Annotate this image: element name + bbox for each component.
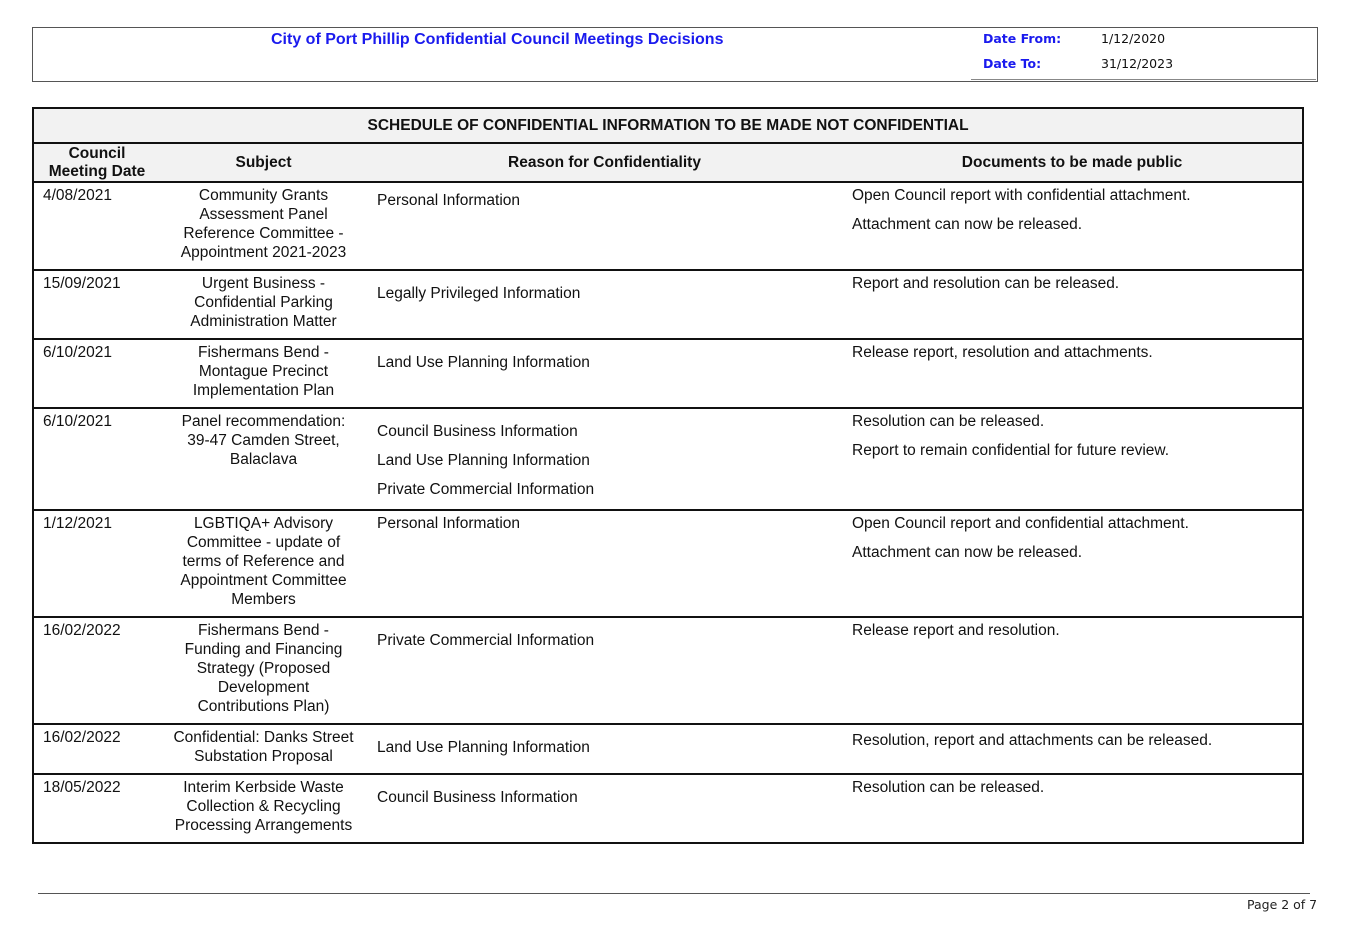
- reason-item: Land Use Planning Information: [377, 739, 590, 756]
- subject-line: 39-47 Camden Street,: [187, 432, 340, 449]
- column-header-date-line1: Council: [68, 144, 126, 162]
- subject-line: Montague Precinct: [198, 363, 329, 380]
- header-divider: [971, 79, 1316, 80]
- column-header-row: [33, 143, 1303, 182]
- date-to-value: 31/12/2023: [1101, 56, 1174, 71]
- subject-cell: [160, 270, 367, 339]
- subject-line: Substation Proposal: [194, 748, 333, 765]
- subject-line: Reference Committee -: [183, 225, 344, 242]
- meeting-date-cell: 15/09/2021: [33, 270, 160, 339]
- date-from-value: 1/12/2020: [1101, 31, 1166, 46]
- table-row: [33, 270, 1303, 339]
- reason-cell: [367, 724, 842, 774]
- reason-cell: [367, 510, 842, 617]
- document-item: Report to remain confidential for future review.: [852, 442, 1170, 459]
- column-header-documents: Documents to be made public: [842, 143, 1303, 182]
- table-row: [33, 510, 1303, 617]
- subject-line: Implementation Plan: [192, 382, 335, 399]
- subject-line: Funding and Financing: [184, 641, 343, 658]
- subject-cell: [160, 510, 367, 617]
- documents-cell: [842, 510, 1303, 617]
- subject-line: Fishermans Bend -: [198, 622, 329, 639]
- documents-cell: [842, 408, 1303, 510]
- subject-line: Processing Arrangements: [174, 817, 353, 834]
- documents-cell: [842, 724, 1303, 774]
- column-header-subject: Subject: [160, 143, 367, 182]
- document-item: Resolution can be released.: [852, 779, 1045, 796]
- schedule-table: [32, 107, 1304, 844]
- subject-line: Contributions Plan): [197, 698, 330, 715]
- document-item: Open Council report and confidential attachment.: [852, 515, 1189, 532]
- reason-cell: [367, 339, 842, 408]
- document-item: Open Council report with confidential attachment.: [852, 187, 1191, 204]
- documents-cell: [842, 339, 1303, 408]
- report-title: City of Port Phillip Confidential Council Meetings Decisions: [271, 31, 724, 48]
- documents-cell: [842, 774, 1303, 843]
- document-item: Attachment can now be released.: [852, 544, 1083, 561]
- table-row: [33, 339, 1303, 408]
- subject-line: Strategy (Proposed: [196, 660, 331, 677]
- report-header: [32, 27, 1318, 82]
- subject-line: Confidential: Danks Street: [173, 729, 354, 746]
- document-item: Resolution can be released.: [852, 413, 1045, 430]
- table-row: [33, 774, 1303, 843]
- reason-cell: [367, 774, 842, 843]
- documents-cell: [842, 182, 1303, 270]
- reason-item: Land Use Planning Information: [377, 452, 590, 469]
- column-header-date: [33, 143, 160, 182]
- subject-cell: [160, 617, 367, 724]
- table-row: [33, 182, 1303, 270]
- subject-line: Committee - update of: [186, 534, 341, 551]
- subject-cell: [160, 182, 367, 270]
- subject-line: Interim Kerbside Waste: [183, 779, 344, 796]
- column-header-reason: Reason for Confidentiality: [367, 143, 842, 182]
- document-item: Release report, resolution and attachments.: [852, 344, 1153, 361]
- subject-line: Community Grants: [198, 187, 329, 204]
- meeting-date-cell: 16/02/2022: [33, 617, 160, 724]
- subject-line: Urgent Business -: [201, 275, 326, 292]
- reason-cell: [367, 182, 842, 270]
- documents-cell: [842, 617, 1303, 724]
- page-number: Page 2 of 7: [1247, 897, 1318, 912]
- subject-line: Members: [231, 591, 296, 608]
- reason-item: Council Business Information: [377, 423, 578, 440]
- reason-item: Council Business Information: [377, 789, 578, 806]
- documents-cell: [842, 270, 1303, 339]
- reason-item: Private Commercial Information: [377, 481, 595, 498]
- subject-line: terms of Reference and: [182, 553, 345, 570]
- subject-line: Fishermans Bend -: [198, 344, 329, 361]
- reason-item: Legally Privileged Information: [377, 285, 581, 302]
- table-title: SCHEDULE OF CONFIDENTIAL INFORMATION TO BE MADE NOT CONFIDENTIAL: [33, 108, 1303, 143]
- subject-cell: [160, 339, 367, 408]
- column-header-date-line2: Meeting Date: [48, 162, 146, 180]
- subject-cell: [160, 724, 367, 774]
- reason-item: Land Use Planning Information: [377, 354, 590, 371]
- document-item: Release report and resolution.: [852, 622, 1060, 639]
- meeting-date-cell: 16/02/2022: [33, 724, 160, 774]
- reason-item: Private Commercial Information: [377, 632, 595, 649]
- subject-line: Confidential Parking: [194, 294, 333, 311]
- meeting-date-cell: 6/10/2021: [33, 339, 160, 408]
- subject-line: Appointment Committee: [180, 572, 347, 589]
- subject-line: Collection & Recycling: [186, 798, 341, 815]
- document-item: Resolution, report and attachments can be released.: [852, 732, 1213, 749]
- date-from-label: Date From:: [983, 31, 1062, 46]
- table-row: [33, 724, 1303, 774]
- meeting-date-cell: 4/08/2021: [33, 182, 160, 270]
- subject-cell: [160, 774, 367, 843]
- subject-line: Balaclava: [229, 451, 298, 468]
- table-title-row: [33, 108, 1303, 143]
- reason-item: Personal Information: [377, 192, 521, 209]
- subject-line: Appointment 2021-2023: [180, 244, 347, 261]
- footer-divider: [38, 893, 1310, 894]
- reason-cell: [367, 408, 842, 510]
- subject-line: Assessment Panel: [199, 206, 328, 223]
- reason-cell: [367, 270, 842, 339]
- subject-cell: [160, 408, 367, 510]
- document-item: Attachment can now be released.: [852, 216, 1083, 233]
- document-item: Report and resolution can be released.: [852, 275, 1120, 292]
- meeting-date-cell: 6/10/2021: [33, 408, 160, 510]
- meeting-date-cell: 1/12/2021: [33, 510, 160, 617]
- reason-item: Personal Information: [377, 515, 521, 532]
- subject-line: LGBTIQA+ Advisory: [193, 515, 334, 532]
- meeting-date-cell: 18/05/2022: [43, 779, 121, 796]
- table-row: [33, 617, 1303, 724]
- reason-cell: [367, 617, 842, 724]
- table-row: [33, 408, 1303, 510]
- date-to-label: Date To:: [983, 56, 1042, 71]
- subject-line: Development: [217, 679, 310, 696]
- subject-line: Administration Matter: [190, 313, 337, 330]
- subject-line: Panel recommendation:: [181, 413, 346, 430]
